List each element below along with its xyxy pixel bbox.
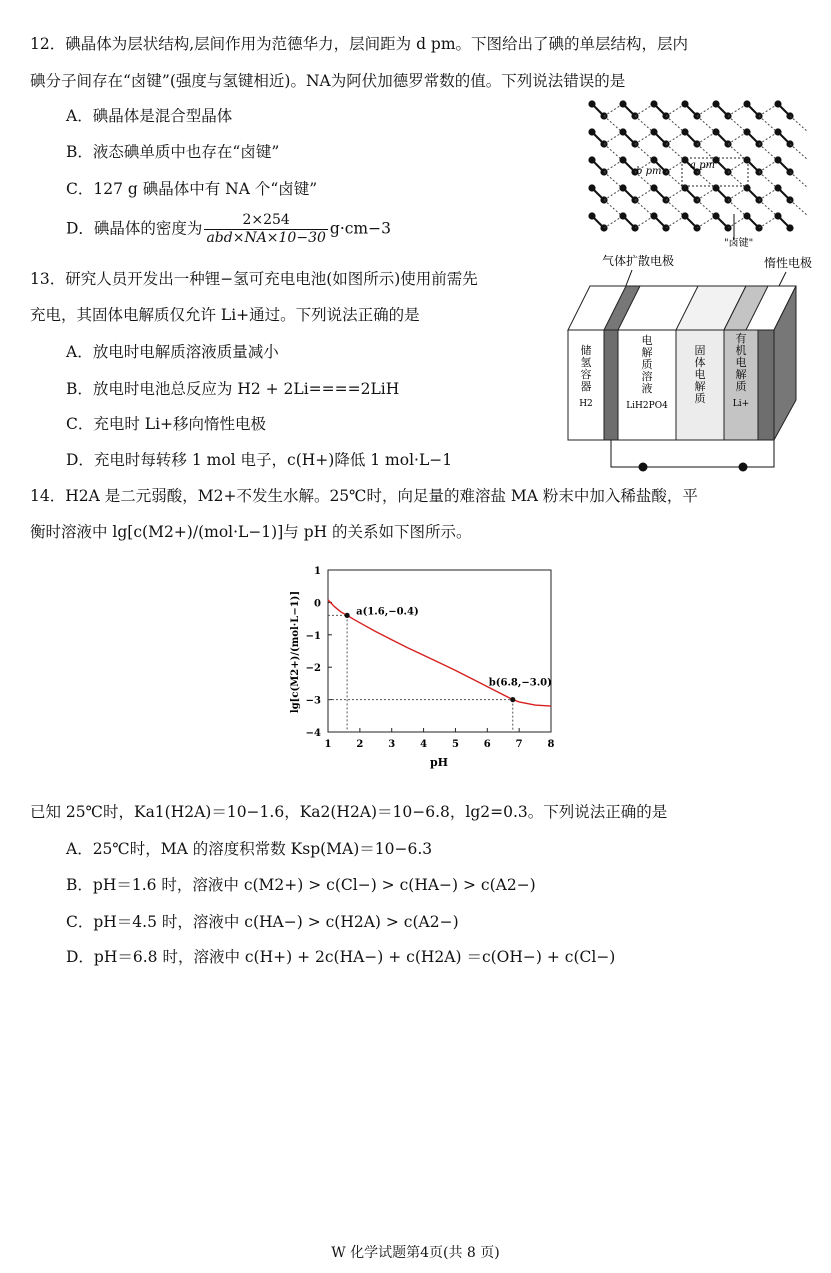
- y-tick-label: −3: [305, 695, 321, 707]
- point-label: a(1.6,−0.4): [356, 606, 419, 618]
- iodine-atom: [619, 184, 626, 191]
- iodine-atom: [774, 100, 781, 107]
- compartment-char: 固: [694, 344, 706, 357]
- label-gas-diffusion-electrode: 气体扩散电极: [602, 254, 675, 268]
- label-b-pm: b pm: [636, 166, 662, 177]
- iodine-atom: [650, 100, 657, 107]
- y-tick-label: −2: [305, 663, 321, 675]
- compartment-char: 氢: [580, 356, 592, 369]
- iodine-atom: [774, 184, 781, 191]
- iodine-atom: [588, 100, 595, 107]
- halogen-bond-dash: [790, 172, 808, 188]
- gas-diffusion-electrode: [604, 330, 618, 440]
- iodine-atom: [619, 128, 626, 135]
- compartment-char: LiH2PO4: [626, 401, 668, 411]
- iodine-atom: [681, 212, 688, 219]
- iodine-atom: [650, 212, 657, 219]
- halogen-bond-dash: [635, 116, 653, 132]
- iodine-atom: [743, 184, 750, 191]
- q14-option-d: D．pH＝6.8 时，溶液中 c(H+) + 2c(HA−) + c(H2A) ＝c(OH−) + c(Cl−): [66, 948, 616, 966]
- compartment-char: 解: [694, 380, 706, 393]
- terminal-right: [739, 463, 748, 472]
- compartment-char: 机: [735, 344, 747, 357]
- q13-stem-line1: 13．研究人员开发出一种锂−氢可充电电池(如图所示)使用前需先: [30, 270, 478, 288]
- compartment-char: H2: [579, 399, 593, 409]
- external-circuit-wire: [611, 440, 774, 467]
- iodine-atom: [743, 128, 750, 135]
- iodine-atom: [786, 224, 793, 231]
- iodine-atom: [650, 184, 657, 191]
- compartment-char: 有: [735, 332, 747, 345]
- q13-stem-line2: 充电，其固体电解质仅允许 Li+通过。下列说法正确的是: [30, 306, 420, 324]
- chart-x-axis-label: pH: [429, 756, 449, 769]
- iodine-atom: [712, 212, 719, 219]
- halogen-bond-dash: [697, 116, 715, 132]
- halogen-bond-dash: [604, 116, 622, 132]
- annotated-point: [345, 613, 350, 618]
- iodine-atom: [743, 212, 750, 219]
- compartment-char: 储: [580, 344, 592, 357]
- q12-option-a: A．碘晶体是混合型晶体: [66, 107, 233, 125]
- x-tick-label: 5: [451, 739, 459, 750]
- halogen-bond-dash: [666, 116, 684, 132]
- q13-option-a: A．放电时电解质溶液质量减小: [66, 343, 279, 361]
- iodine-atom: [619, 212, 626, 219]
- compartment-char: 溶: [641, 370, 653, 383]
- ph-chart: [278, 560, 568, 770]
- halogen-bond-dash: [635, 144, 653, 160]
- iodine-atom: [588, 212, 595, 219]
- point-label: b(6.8,−3.0): [488, 677, 552, 689]
- label-inert-electrode: 惰性电极: [764, 256, 813, 270]
- y-tick-label: 0: [314, 598, 321, 610]
- q14-given: 已知 25℃时，Ka1(H2A)＝10−1.6，Ka2(H2A)＝10−6.8，lg2=0.3。下列说法正确的是: [30, 803, 668, 821]
- halogen-bond-dash: [790, 116, 808, 132]
- q14-stem-line2: 衡时溶液中 lg[c(M2+)/(mol·L−1)]与 pH 的关系如下图所示。: [30, 523, 472, 541]
- halogen-bond-dash: [604, 172, 622, 188]
- halogen-bond-dash: [666, 200, 684, 216]
- compartment-char: 解: [735, 368, 747, 381]
- compartment-char: 质: [641, 358, 653, 371]
- q14-option-b: B．pH＝1.6 时，溶液中 c(M2+) > c(Cl−) > c(HA−) > c(A2−): [66, 876, 536, 894]
- iodine-atom: [650, 128, 657, 135]
- q14-option-c: C．pH＝4.5 时，溶液中 c(HA−) > c(H2A) > c(A2−): [66, 913, 459, 931]
- compartment-char: 电: [735, 356, 747, 369]
- halogen-bond-dash: [728, 200, 746, 216]
- q12-option-d: D．碘晶体的密度为 $\frac{2\times 254}{\text{abd×NA×10−30}}$ g·cm−3: [66, 212, 391, 246]
- compartment-char: 体: [694, 356, 706, 369]
- iodine-atom: [619, 100, 626, 107]
- q12-stem-line2: 碘分子间存在“卤键”(强度与氢键相近)。NA为阿伏加德罗常数的值。下列说法错误的是: [30, 72, 626, 90]
- q13-option-d: D．充电时每转移 1 mol 电子，c(H+)降低 1 mol·L−1: [66, 451, 453, 469]
- iodine-atom: [712, 184, 719, 191]
- compartment-char: Li+: [732, 399, 750, 409]
- compartment-1-label: [579, 343, 593, 409]
- compartment-char: 电: [694, 368, 706, 381]
- halogen-bond-dash: [604, 144, 622, 160]
- iodine-atom: [712, 128, 719, 135]
- halogen-bond-dash: [759, 116, 777, 132]
- y-tick-label: 1: [314, 566, 321, 577]
- q12-option-b: B．液态碘单质中也存在“卤键”: [66, 143, 280, 161]
- iodine-atom: [588, 184, 595, 191]
- compartment-3-label: [695, 344, 706, 405]
- halogen-bond-dash: [728, 116, 746, 132]
- q13-option-b: B．放电时电池总反应为 H2 + 2Li====2LiH: [66, 380, 400, 398]
- iodine-atom: [774, 128, 781, 135]
- battery-diagram: [560, 250, 828, 475]
- x-tick-label: 2: [356, 739, 364, 750]
- q12-stem-line1: 12．碘晶体为层状结构,层间作用为范德华力，层间距为 d pm。下图给出了碘的单层结构，层内: [30, 35, 689, 53]
- x-tick-label: 1: [324, 739, 332, 750]
- annotated-point: [510, 697, 515, 702]
- iodine-layer-structure-figure: [584, 94, 824, 254]
- halogen-bond-dash: [666, 172, 684, 188]
- q12-option-c: C．127 g 碘晶体中有 NA 个“卤键”: [66, 180, 318, 198]
- halogen-bond-dash: [790, 144, 808, 160]
- iodine-atom: [743, 100, 750, 107]
- terminal-left: [639, 463, 648, 472]
- q14-stem-line1: 14．H2A 是二元弱酸，M2+不发生水解。25℃时，向足量的难溶盐 MA 粉末中加入稀盐酸，平: [30, 487, 698, 505]
- compartment-char: 容: [580, 368, 592, 381]
- iodine-atom: [650, 156, 657, 163]
- halogen-bond-dash: [759, 172, 777, 188]
- y-tick-label: −1: [305, 630, 321, 642]
- halogen-bond-dash: [635, 200, 653, 216]
- iodine-atom: [588, 128, 595, 135]
- x-tick-label: 3: [388, 739, 396, 750]
- iodine-atom: [619, 156, 626, 163]
- q13-option-c: C．充电时 Li+移向惰性电极: [66, 415, 267, 433]
- halogen-bond-dash: [604, 200, 622, 216]
- compartment-char: 质: [735, 380, 747, 393]
- compartment-char: 器: [580, 380, 592, 393]
- chart-plot-area: [328, 570, 551, 732]
- chart-y-axis-label: lg[c(M2+)/(mol·L−1)]: [290, 590, 301, 714]
- iodine-atom: [743, 156, 750, 163]
- halogen-bond-dash: [759, 144, 777, 160]
- iodine-atom: [774, 212, 781, 219]
- x-tick-label: 7: [515, 739, 523, 750]
- compartment-char: 电: [641, 334, 653, 347]
- halogen-bond-dash: [666, 144, 684, 160]
- halogen-bond-dash: [790, 200, 808, 216]
- page-footer: W 化学试题第4页(共 8 页): [331, 1245, 500, 1261]
- compartment-char: 质: [694, 392, 706, 405]
- halogen-bond-dash: [759, 200, 777, 216]
- inert-electrode: [758, 330, 774, 440]
- label-halogen-bond: "卤键": [724, 238, 754, 249]
- halogen-bond-dash: [697, 200, 715, 216]
- x-tick-label: 6: [483, 739, 491, 750]
- compartment-char: 解: [641, 346, 653, 359]
- x-tick-label: 4: [420, 739, 428, 750]
- label-a-pm: a pm: [690, 160, 716, 171]
- iodine-atom: [681, 128, 688, 135]
- iodine-atom: [774, 156, 781, 163]
- density-fraction: $\frac{2\times 254}{\text{abd×NA×10−30}}$: [206, 212, 326, 246]
- iodine-atom: [712, 100, 719, 107]
- iodine-atom: [588, 156, 595, 163]
- q14-option-a: A．25℃时，MA 的溶度积常数 Ksp(MA)＝10−6.3: [66, 840, 433, 858]
- compartment-char: 液: [641, 382, 653, 395]
- iodine-atom: [681, 100, 688, 107]
- x-tick-label: 8: [547, 739, 555, 750]
- y-tick-label: −4: [305, 728, 321, 739]
